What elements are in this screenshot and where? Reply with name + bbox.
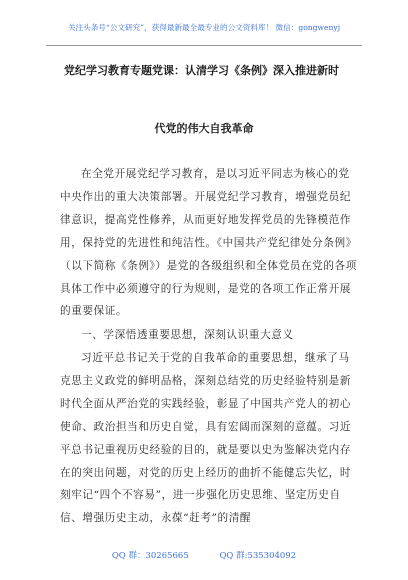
footer-contact [0,549,408,561]
document-title-line-1: 党纪学习教育专题党课：认清学习《条例》深入推进新时 [64,64,339,77]
body-paragraph-1: 在全党开展党纪学习教育，是以习近平同志为核心的党中央作出的重大决策部署。开展党纪学习教育，增强党员纪律意识，提高党性修养，从而更好地发挥党员的先锋模范作用，保持党的先进性和纯洁性。《中国共产党纪律处分条例》（以下简称《条例》）是党的各级组织和全体党员在党的各项具体工作中必须遵守的行为规则，是党的各项工作正常开展的重要保证。 [60,168,357,318]
footer-qq-group-1: QQ 群：30265665 [111,551,189,561]
header-banner: 关注头条号“公文研究”，获得最新最全最专业的公文资料库！ 微信：gongwenyj [67,23,341,32]
footer-qq-group-2: QQ 群:535304092 [219,551,297,561]
document-title-line-2: 代党的伟大自我革命 [154,122,254,135]
header-divider [46,45,362,46]
section-heading-1: 一、学深悟透重要思想，深刻认识重大意义 [81,329,294,341]
body-paragraph-2: 习近平总书记关于党的自我革命的重要思想，继承了马克思主义政党的鲜明品格，深刻总结党的历史经验特别是新时代全面从严治党的实践经验，彰显了中国共产党人的初心使命、政治担当和历史自觉，具有宏阔而深刻的意蕴。习近平总书记重视历史经验的目的，就是要以史为鉴解决党内存在的突出问题，对党的历史上经历的曲折不能健忘失忆，时刻牢记“四个不容易”，进一步强化历史思维、坚定历史自信、增强历史主动，永葆“赶考”的清醒 [60,352,352,525]
